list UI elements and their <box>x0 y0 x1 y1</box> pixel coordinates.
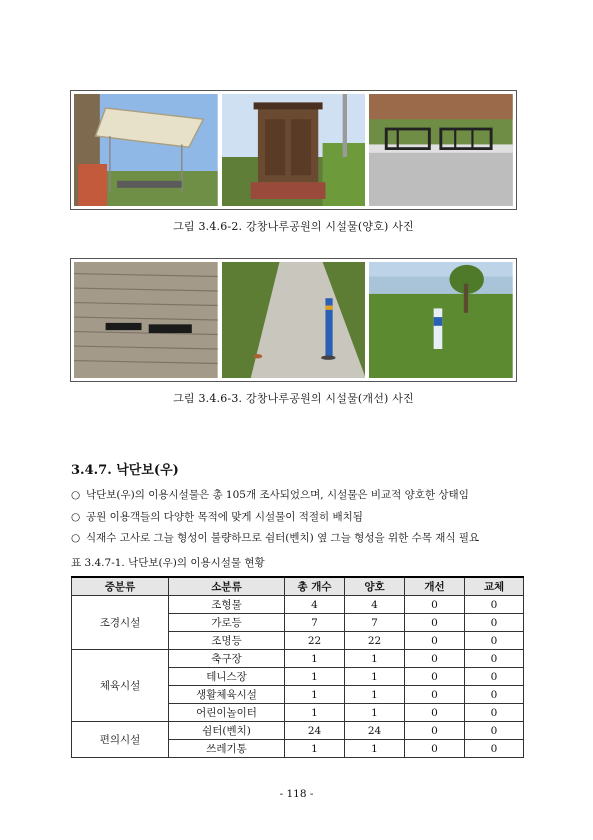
good-cell: 1 <box>345 686 405 704</box>
improve-cell: 0 <box>405 650 465 668</box>
replace-cell: 0 <box>465 722 524 740</box>
good-cell: 1 <box>345 704 405 722</box>
figure-caption: 그림 3.4.6-2. 강창나루공원의 시설물(양호) 사진 <box>173 220 414 233</box>
good-cell: 1 <box>345 740 405 758</box>
subcategory-cell: 생활체육시설 <box>169 686 285 704</box>
figure-2-photos <box>70 258 517 382</box>
facility-table <box>71 576 524 758</box>
replace-cell: 0 <box>465 596 524 614</box>
total-cell: 24 <box>285 722 345 740</box>
header-good: 양호 <box>345 577 405 596</box>
header-subcategory: 소분류 <box>169 577 285 596</box>
category-cell: 조경시설 <box>72 596 169 650</box>
bullet-circle-icon: ○ <box>71 489 81 501</box>
bicycle-rack-photo <box>369 94 513 206</box>
table-caption: 표 3.4.7-1. 낙단보(우)의 이용시설물 현황 <box>71 557 265 569</box>
page-number: - 118 - <box>279 788 314 800</box>
improve-cell: 0 <box>405 686 465 704</box>
section-title: 3.4.7. 낙단보(우) <box>71 463 179 478</box>
improve-cell: 0 <box>405 596 465 614</box>
table-header-row <box>72 577 524 596</box>
improve-cell: 0 <box>405 740 465 758</box>
total-cell: 1 <box>285 686 345 704</box>
bollard-path-photo <box>222 262 366 378</box>
subcategory-cell: 어린이놀이터 <box>169 704 285 722</box>
table-row <box>72 722 524 740</box>
subcategory-cell: 가로등 <box>169 614 285 632</box>
header-category: 중분류 <box>72 577 169 596</box>
post-marker-photo <box>369 262 513 378</box>
restroom-building-photo <box>222 94 366 206</box>
bullet-circle-icon: ○ <box>71 532 81 544</box>
subcategory-cell: 조명등 <box>169 632 285 650</box>
list-item: ○ 식재수 고사로 그늘 형성이 불량하므로 쉼터(벤치) 옆 그늘 형성을 위한 수목 재식 필요 <box>71 528 531 550</box>
list-item: ○ 낙단보(우)의 이용시설물은 총 105개 조사되었으며, 시설물은 비교적 양호한 상태임 <box>71 485 531 507</box>
improve-cell: 0 <box>405 704 465 722</box>
header-total: 총 개수 <box>285 577 345 596</box>
table-row <box>72 596 524 614</box>
good-cell: 22 <box>345 632 405 650</box>
subcategory-cell: 쓰레기통 <box>169 740 285 758</box>
category-cell: 체육시설 <box>72 650 169 722</box>
replace-cell: 0 <box>465 704 524 722</box>
good-cell: 1 <box>345 650 405 668</box>
improve-cell: 0 <box>405 722 465 740</box>
list-item: ○ 공원 이용객들의 다양한 목적에 맞게 시설물이 적절히 배치됨 <box>71 507 531 529</box>
good-cell: 4 <box>345 596 405 614</box>
total-cell: 1 <box>285 668 345 686</box>
header-replace: 교체 <box>465 577 524 596</box>
replace-cell: 0 <box>465 650 524 668</box>
broken-wood-deck-photo <box>74 262 218 378</box>
subcategory-cell: 테니스장 <box>169 668 285 686</box>
header-improve: 개선 <box>405 577 465 596</box>
total-cell: 1 <box>285 740 345 758</box>
improve-cell: 0 <box>405 632 465 650</box>
category-cell: 편의시설 <box>72 722 169 758</box>
total-cell: 4 <box>285 596 345 614</box>
subcategory-cell: 쉼터(벤치) <box>169 722 285 740</box>
replace-cell: 0 <box>465 668 524 686</box>
good-cell: 24 <box>345 722 405 740</box>
figure-caption: 그림 3.4.6-3. 강창나루공원의 시설물(개선) 사진 <box>173 392 414 405</box>
good-cell: 7 <box>345 614 405 632</box>
subcategory-cell: 조형물 <box>169 596 285 614</box>
replace-cell: 0 <box>465 632 524 650</box>
bullet-circle-icon: ○ <box>71 510 81 523</box>
figure-1-photos <box>70 90 517 210</box>
total-cell: 22 <box>285 632 345 650</box>
total-cell: 1 <box>285 650 345 668</box>
improve-cell: 0 <box>405 668 465 686</box>
total-cell: 7 <box>285 614 345 632</box>
good-cell: 1 <box>345 668 405 686</box>
replace-cell: 0 <box>465 614 524 632</box>
bullet-list <box>71 485 531 550</box>
canopy-shelter-photo <box>74 94 218 206</box>
replace-cell: 0 <box>465 686 524 704</box>
subcategory-cell: 축구장 <box>169 650 285 668</box>
improve-cell: 0 <box>405 614 465 632</box>
total-cell: 1 <box>285 704 345 722</box>
table-row <box>72 650 524 668</box>
replace-cell: 0 <box>465 740 524 758</box>
